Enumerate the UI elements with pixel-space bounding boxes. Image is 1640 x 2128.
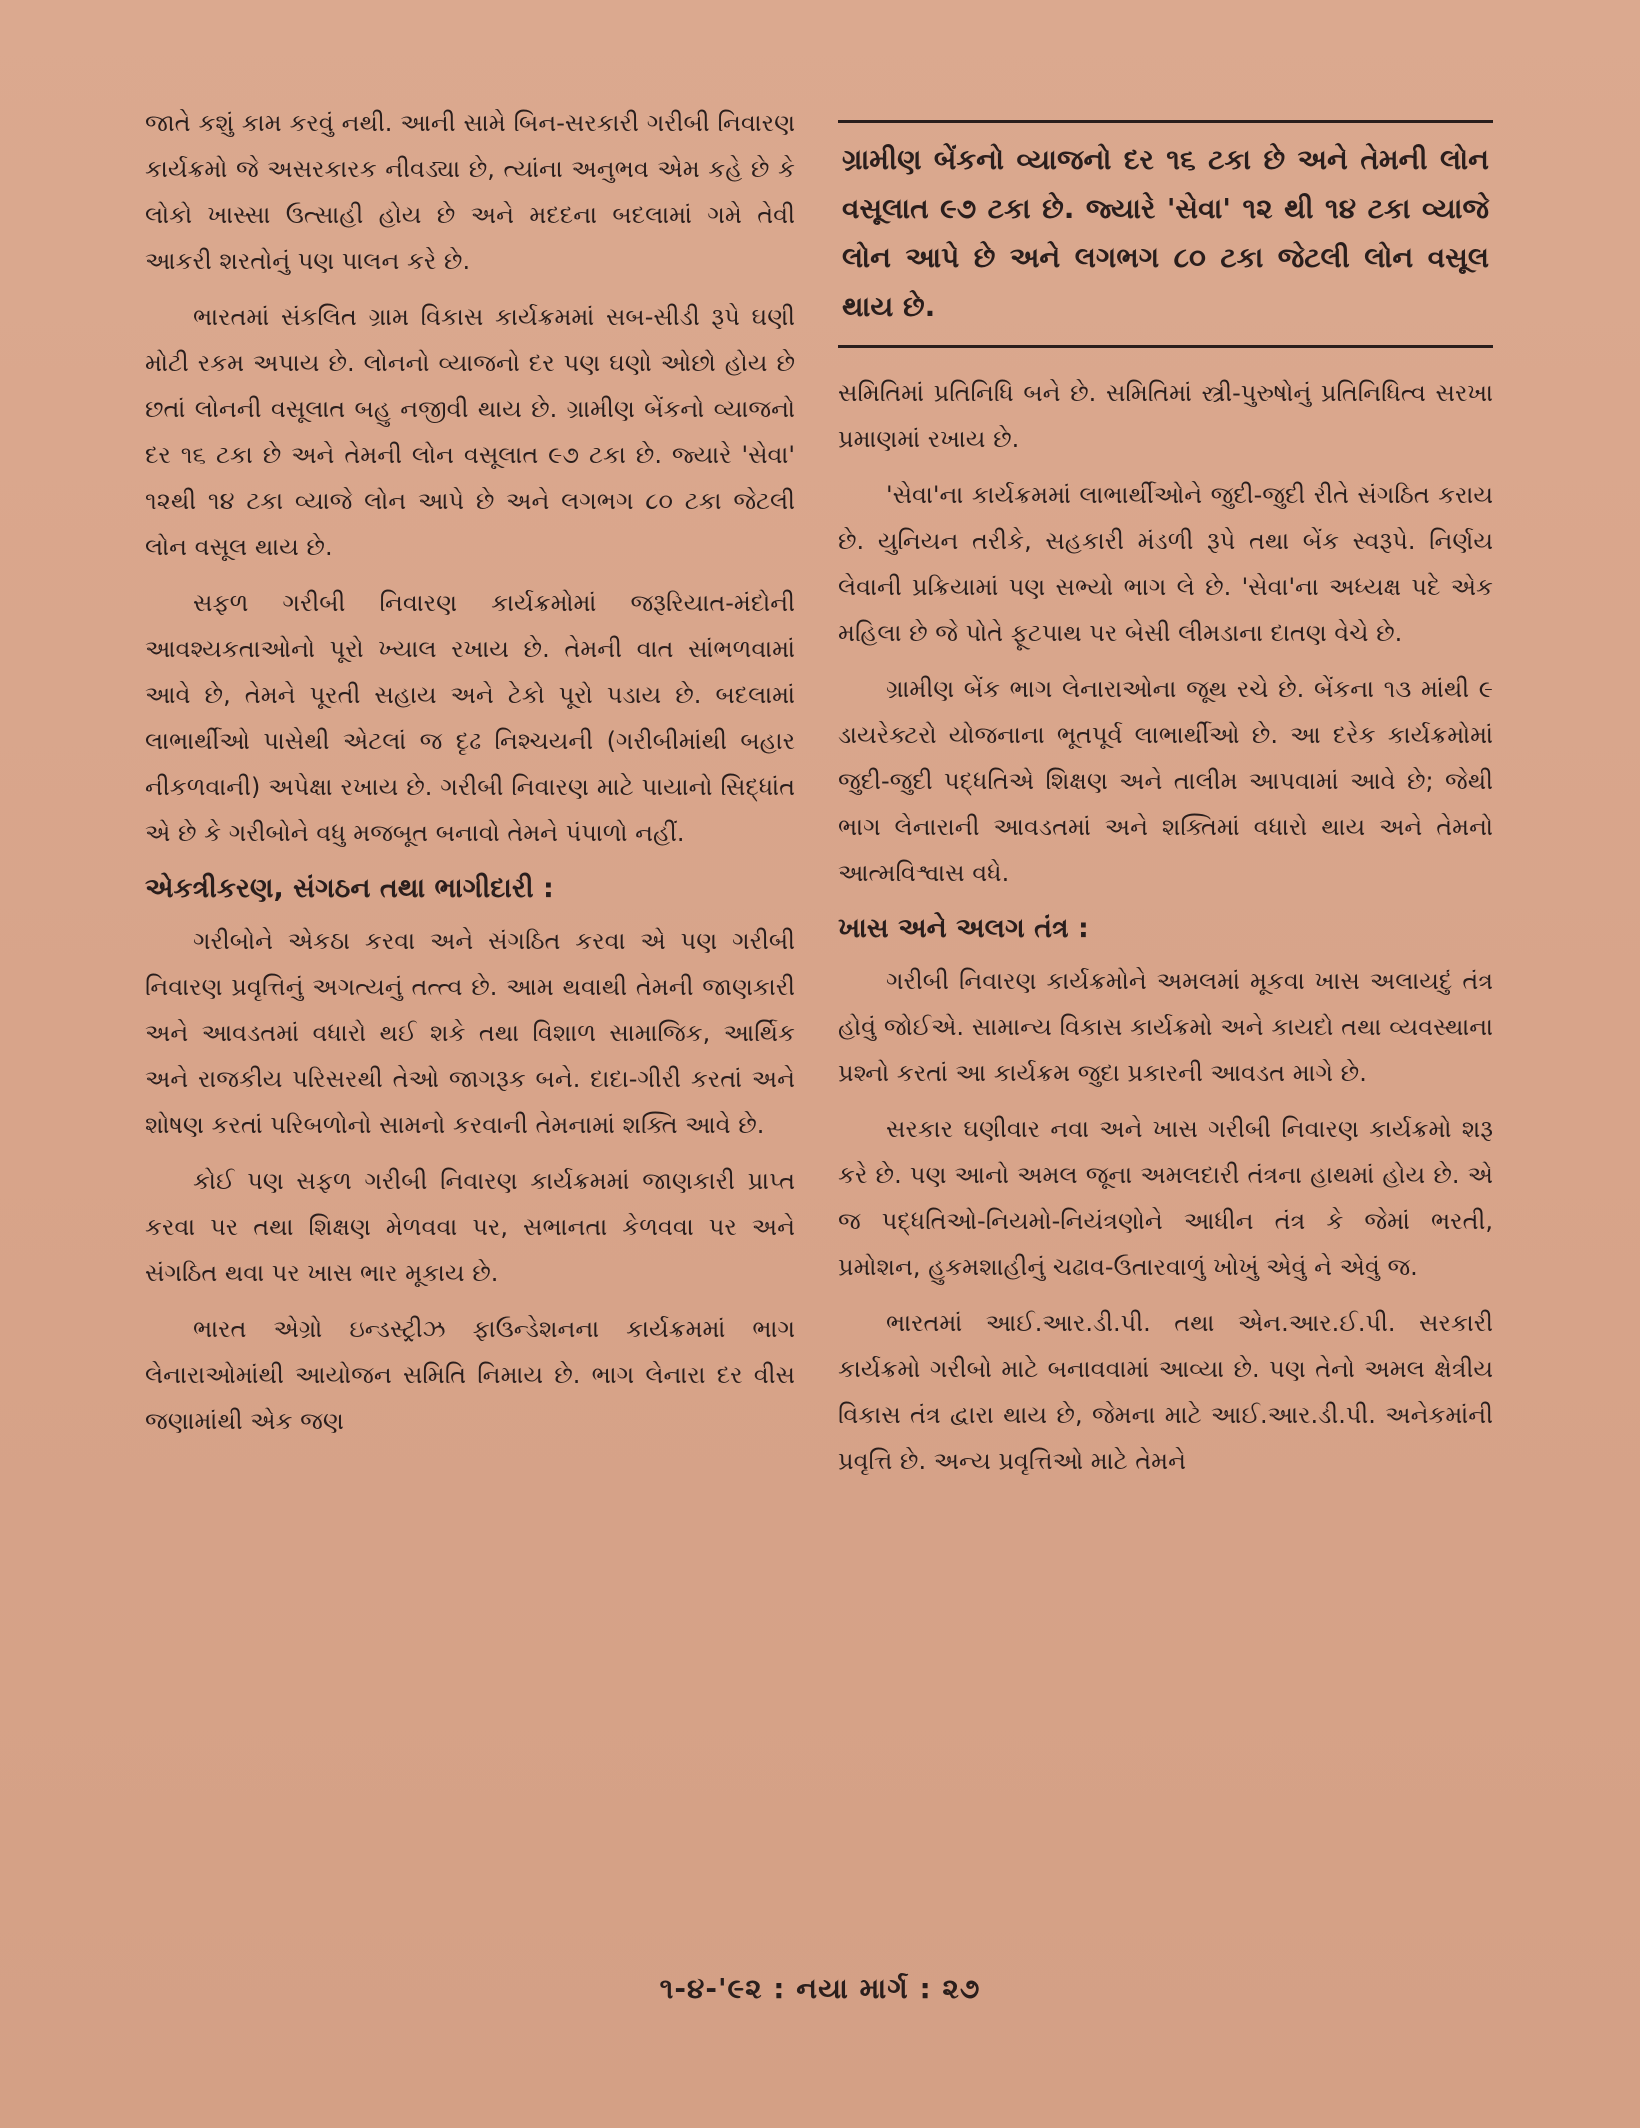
paragraph: ભારતમાં સંકલિત ગ્રામ વિકાસ કાર્યક્રમમાં સબ-સીડી રૂપે ઘણી મોટી રકમ અપાય છે. લોનનો વ્યાજનો દર પણ ઘણો ઓછો હોય છે છતાં લોનની વસૂલાત બહુ નજીવી થાય છે. ગ્રામીણ બેંકનો વ્યાજનો દર ૧૬ ટકા છે અને તેમની લોન વસૂલાત ૯૭ ટકા છે. જ્યારે 'સેવા' ૧૨થી ૧૪ ટકા વ્યાજે લોન આપે છે અને લગભગ ૮૦ ટકા જેટલી લોન વસૂલ થાય છે.	[145, 303, 795, 561]
section-heading: ખાસ અને અલગ તંત્ર :	[838, 913, 1089, 944]
paragraph: સફળ ગરીબી નિવારણ કાર્યક્રમોમાં જરૂરિયાત-મંદોની આવશ્યકતાઓનો પૂરો ખ્યાલ રખાય છે. તેમની વાત સાંભળવામાં આવે છે, તેમને પૂરતી સહાય અને ટેકો પૂરો પડાય છે. બદલામાં લાભાર્થીઓ પાસેથી એટલાં જ દૃઢ નિશ્ચયની (ગરીબીમાંથી બહાર નીકળવાની) અપેક્ષા રખાય છે. ગરીબી નિવારણ માટે પાયાનો સિદ્ધાંત એ છે કે ગરીબોને વધુ મજબૂત બનાવો તેમને પંપાળો નહીં.	[145, 589, 795, 847]
left-column	[145, 100, 795, 1454]
paragraph: સરકાર ઘણીવાર નવા અને ખાસ ગરીબી નિવારણ કાર્યક્રમો શરૂ કરે છે. પણ આનો અમલ જૂના અમલદારી તંત્રના હાથમાં હોય છે. એ જ પદ્ધતિઓ-નિયમો-નિયંત્રણોને આધીન તંત્ર કે જેમાં ભરતી, પ્રમોશન, હુકમશાહીનું ચઢાવ-ઉતારવાળું ખોખું એવું ને એવું જ.	[838, 1115, 1493, 1281]
pull-quote: ગ્રામીણ બેંકનો વ્યાજનો દર ૧૬ ટકા છે અને તેમની લોન વસૂલાત ૯૭ ટકા છે. જ્યારે 'સેવા' ૧૨ થી ૧૪ ટકા વ્યાજે લોન આપે છે અને લગભગ ૮૦ ટકા જેટલી લોન વસૂલ થાય છે.	[838, 120, 1493, 348]
section-heading: એકત્રીકરણ, સંગઠન તથા ભાગીદારી :	[145, 873, 554, 904]
page-footer: ૧-૪-'૯૨ : નયા માર્ગ : ૨૭	[659, 1972, 981, 2005]
paragraph: જાતે કશું કામ કરવું નથી. આની સામે બિન-સરકારી ગરીબી નિવારણ કાર્યક્રમો જે અસરકારક નીવડ્યા છે, ત્યાંના અનુભવ એમ કહે છે કે લોકો ખાસ્સા ઉત્સાહી હોય છે અને મદદના બદલામાં ગમે તેવી આકરી શરતોનું પણ પાલન કરે છે.	[145, 109, 795, 275]
paragraph: ભારત એગ્રો ઇન્ડસ્ટ્રીઝ ફાઉન્ડેશનના કાર્યક્રમમાં ભાગ લેનારાઓમાંથી આયોજન સમિતિ નિમાય છે. ભાગ લેનારા દર વીસ જણામાંથી એક જણ	[145, 1315, 795, 1435]
paragraph: ભારતમાં આઈ.આર.ડી.પી. તથા એન.આર.ઈ.પી. સરકારી કાર્યક્રમો ગરીબો માટે બનાવવામાં આવ્યા છે. પણ તેનો અમલ ક્ષેત્રીય વિકાસ તંત્ર દ્વારા થાય છે, જેમના માટે આઈ.આર.ડી.પી. અનેકમાંની પ્રવૃત્તિ છે. અન્ય પ્રવૃત્તિઓ માટે તેમને	[838, 1309, 1493, 1475]
paragraph: 'સેવા'ના કાર્યક્રમમાં લાભાર્થીઓને જુદી-જુદી રીતે સંગઠિત કરાય છે. યુનિયન તરીકે, સહકારી મંડળી રૂપે તથા બેંક સ્વરૂપે. નિર્ણય લેવાની પ્રક્રિયામાં પણ સભ્યો ભાગ લે છે. 'સેવા'ના અધ્યક્ષ પદે એક મહિલા છે જે પોતે ફૂટપાથ પર બેસી લીમડાના દાતણ વેચે છે.	[838, 481, 1493, 647]
paragraph: સમિતિમાં પ્રતિનિધિ બને છે. સમિતિમાં સ્ત્રી-પુરુષોનું પ્રતિનિધિત્વ સરખા પ્રમાણમાં રખાય છે.	[838, 379, 1493, 453]
paragraph: ગરીબોને એકઠા કરવા અને સંગઠિત કરવા એ પણ ગરીબી નિવારણ પ્રવૃત્તિનું અગત્યનું તત્ત્વ છે. આમ થવાથી તેમની જાણકારી અને આવડતમાં વધારો થઈ શકે તથા વિશાળ સામાજિક, આર્થિક અને રાજકીય પરિસરથી તેઓ જાગરૂક બને. દાદા-ગીરી કરતાં અને શોષણ કરતાં પરિબળોનો સામનો કરવાની તેમનામાં શક્તિ આવે છે.	[145, 927, 795, 1139]
paragraph: ગરીબી નિવારણ કાર્યક્રમોને અમલમાં મૂકવા ખાસ અલાયદું તંત્ર હોવું જોઈએ. સામાન્ય વિકાસ કાર્યક્રમો અને કાયદો તથા વ્યવસ્થાના પ્રશ્નો કરતાં આ કાર્યક્રમ જુદા પ્રકારની આવડત માગે છે.	[838, 967, 1493, 1087]
paragraph: ગ્રામીણ બેંક ભાગ લેનારાઓના જૂથ રચે છે. બેંકના ૧૩ માંથી ૯ ડાયરેક્ટરો યોજનાના ભૂતપૂર્વ લાભાર્થીઓ છે. આ દરેક કાર્યક્રમોમાં જુદી-જુદી પદ્ધતિએ શિક્ષણ અને તાલીમ આપવામાં આવે છે; જેથી ભાગ લેનારાની આવડતમાં અને શક્તિમાં વધારો થાય અને તેમનો આત્મવિશ્વાસ વધે.	[838, 675, 1493, 887]
paragraph: કોઈ પણ સફળ ગરીબી નિવારણ કાર્યક્રમમાં જાણકારી પ્રાપ્ત કરવા પર તથા શિક્ષણ મેળવવા પર, સભાનતા કેળવવા પર અને સંગઠિત થવા પર ખાસ ભાર મૂકાય છે.	[145, 1167, 795, 1287]
right-column	[838, 100, 1493, 1494]
